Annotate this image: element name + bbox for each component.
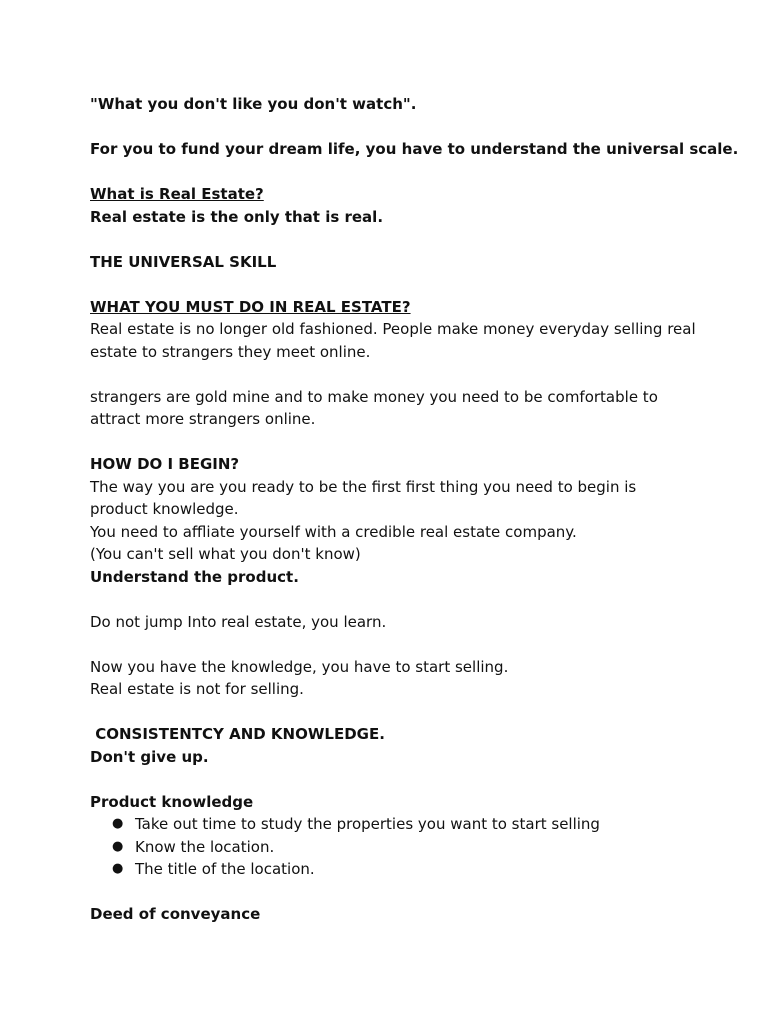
how-do-i-begin-heading: HOW DO I BEGIN? [90, 455, 240, 473]
knowledge-line-2: Real estate is not for selling. [90, 680, 304, 698]
dont-give-up: Don't give up. [90, 747, 209, 766]
spacer [90, 881, 710, 904]
knowledge-line-1: Now you have the knowledge, you have to start selling. [90, 657, 509, 676]
list-item [90, 836, 710, 859]
must-do-paragraph-1-line-1: Real estate is no longer old fashioned. People make money everyday selling real [90, 320, 696, 338]
spacer [90, 161, 710, 184]
must-do-paragraph-2-line-1: strangers are gold mine and to make money you need to be comfortable to [90, 387, 658, 406]
product-knowledge-heading: Product knowledge [90, 792, 254, 811]
list-item-text: Know the location. [135, 837, 275, 856]
consistency-heading: CONSISTENTCY AND KNOWLEDGE. [90, 725, 385, 743]
spacer [90, 228, 710, 251]
spacer [90, 768, 710, 791]
do-not-jump: Do not jump Into real estate, you learn. [90, 612, 387, 631]
begin-line-2: product knowledge. [90, 500, 239, 518]
must-do-heading: WHAT YOU MUST DO IN REAL ESTATE? [90, 297, 411, 316]
opening-quote: "What you don't like you don't watch". [90, 95, 417, 113]
bullet-icon: ● [112, 816, 124, 831]
spacer [90, 633, 710, 656]
what-is-real-estate-answer: Real estate is the only that is real. [90, 207, 384, 226]
list-item [90, 813, 710, 836]
universal-skill-heading: THE UNIVERSAL SKILL [90, 252, 277, 271]
list-item-text: The title of the location. [135, 860, 315, 878]
spacer [90, 701, 710, 724]
begin-line-1: The way you are you ready to be the first first thing you need to begin is [90, 477, 637, 496]
intro-statement: For you to fund your dream life, you have to understand the universal scale. [90, 140, 739, 158]
begin-line-4: (You can't sell what you don't know) [90, 545, 361, 563]
document-body [90, 93, 739, 926]
list-item [90, 858, 710, 881]
spacer [90, 431, 710, 454]
list-item-text: Take out time to study the properties you want to start selling [135, 815, 600, 833]
spacer [90, 588, 710, 611]
spacer [90, 363, 710, 386]
must-do-paragraph-1-line-2: estate to strangers they meet online. [90, 342, 371, 361]
spacer [90, 273, 710, 296]
understand-the-product: Understand the product. [90, 567, 299, 586]
bullet-icon: ● [112, 861, 124, 876]
what-is-real-estate-heading: What is Real Estate? [90, 185, 264, 203]
product-knowledge-list [90, 813, 710, 881]
bullet-icon: ● [112, 838, 124, 854]
must-do-paragraph-2-line-2: attract more strangers online. [90, 410, 316, 428]
spacer [90, 116, 710, 139]
begin-line-3: You need to affliate yourself with a credible real estate company. [90, 522, 577, 541]
deed-of-conveyance-heading: Deed of conveyance [90, 905, 261, 923]
